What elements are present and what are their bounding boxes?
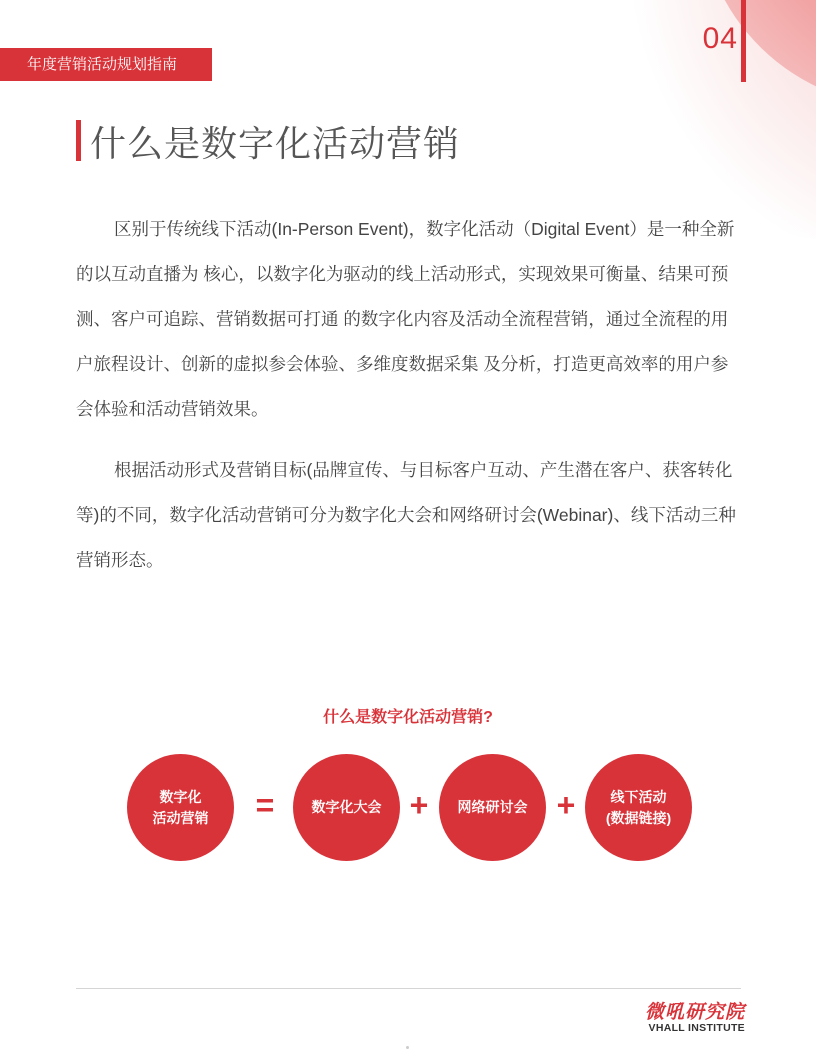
circle-label-line2: 活动营销 xyxy=(152,809,209,826)
footer-divider xyxy=(76,988,741,989)
circle-label-line1: 数字化大会 xyxy=(311,799,382,815)
footer-dot xyxy=(406,1046,409,1049)
diagram-circle-webinar xyxy=(439,754,546,861)
page-title: 什么是数字化活动营销 xyxy=(90,123,461,164)
brand-logo-cn: 微吼研究院 xyxy=(644,1002,745,1023)
plus-operator: + xyxy=(409,787,429,823)
body-paragraph-2: 根据活动形式及营销目标(品牌宣传、与目标客户互动、产生潜在客户、获客转化等)的不同，数字化活动营销可分为数字化大会和网络研讨会(Webinar)、线下活动三种营销形态。 xyxy=(76,460,736,570)
title-accent-bar xyxy=(76,120,81,161)
circle-label-line1: 网络研讨会 xyxy=(457,799,528,815)
circle-label-line1: 数字化 xyxy=(159,788,202,805)
plus-operator: + xyxy=(556,787,576,823)
equals-operator: = xyxy=(255,787,275,823)
diagram-circle-digital-event-marketing xyxy=(127,754,234,861)
page-number-bar xyxy=(741,0,746,82)
body-paragraph-1: 区别于传统线下活动(In-Person Event)，数字化活动（Digital Event）是一种全新的以互动直播为 核心，以数字化为驱动的线上活动形式，实现效果可衡量、结果可预测、客户可追踪、营销数据可打通 的数字化内容及活动全流程营销，通过全流程的用户旅程设计、创新的虚拟参会体验、多维度数据采集 及分析，打造更高效率的用户参会体验和活动营销效果。 xyxy=(76,219,735,419)
diagram-title: 什么是数字化活动营销? xyxy=(323,709,493,726)
diagram-circle-offline-event xyxy=(585,754,692,861)
circle-label-line2: (数据链接) xyxy=(605,809,672,826)
diagram-circle-digital-conference xyxy=(293,754,400,861)
circle-label-line1: 线下活动 xyxy=(610,788,667,805)
brand-logo-en: VHALL INSTITUTE xyxy=(648,1022,745,1034)
page-number: 04 xyxy=(702,22,738,55)
section-tag: 年度营销活动规划指南 xyxy=(0,48,212,81)
